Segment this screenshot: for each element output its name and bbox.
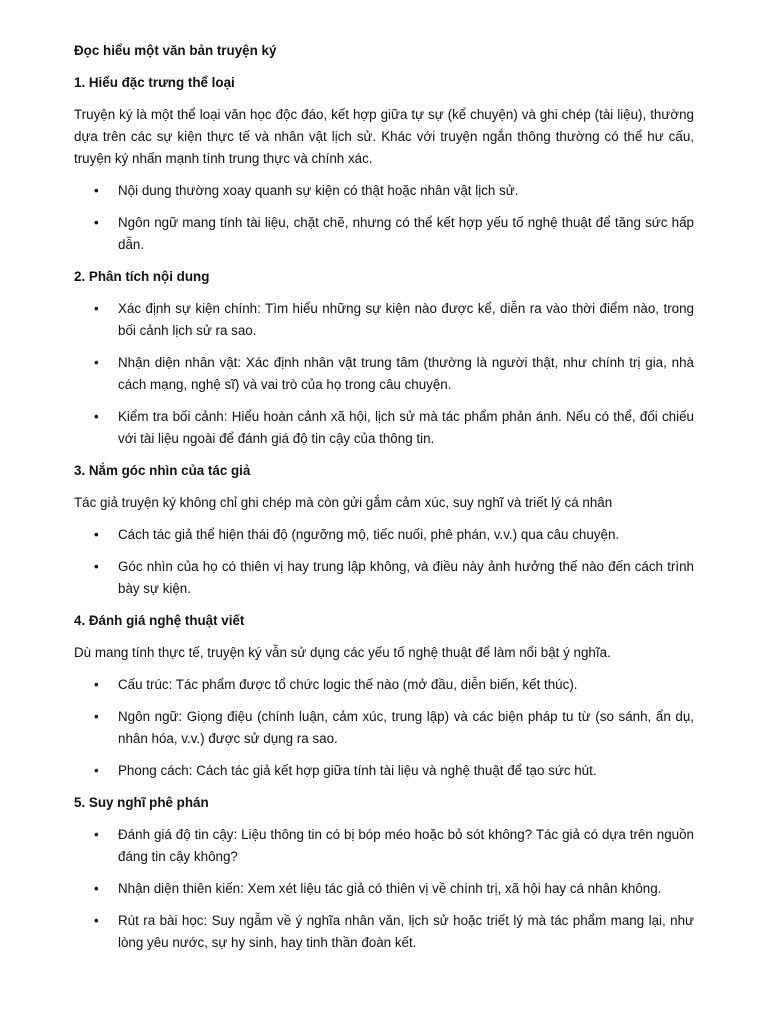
bullet-icon: • [94, 913, 99, 928]
section-heading: 2. Phân tích nội dung [74, 269, 210, 284]
list-item [74, 706, 694, 750]
bullet-icon: • [94, 827, 99, 842]
list-item-text: Rút ra bài học: Suy ngẫm về ý nghĩa nhân văn, lịch sử hoặc triết lý mà tác phẩm mang lại, như lòng yêu nước, sự hy sinh, hay tinh thần đoàn kết. [118, 913, 694, 950]
list-item-text: Xác định sự kiện chính: Tìm hiểu những sự kiện nào được kể, diễn ra vào thời điểm nào, trong bối cảnh lịch sử ra sao. [118, 301, 694, 338]
section-2 [74, 266, 694, 450]
list-item-text: Đánh giá độ tin cậy: Liệu thông tin có bị bóp méo hoặc bỏ sót không? Tác giả có dựa trên nguồn đáng tin cậy không? [118, 827, 694, 864]
bullet-icon: • [94, 527, 99, 542]
list-item-text: Nhận diện nhân vật: Xác định nhân vật trung tâm (thường là người thật, như chính trị gia, nhà cách mạng, nghệ sĩ) và vai trò của họ trong câu chuyện. [118, 355, 694, 392]
list-item [74, 910, 694, 954]
list-item [74, 674, 694, 696]
section-intro: Truyện ký là một thể loại văn học độc đáo, kết hợp giữa tự sự (kể chuyện) và ghi chép (tài liệu), thường dựa trên các sự kiện thực tế và nhân vật lịch sử. Khác với truyện ngắn thông thường có thể hư cấu, truyện ký nhấn mạnh tính trung thực và chính xác. [74, 107, 694, 166]
list-item-text: Nhận diện thiên kiến: Xem xét liệu tác giả có thiên vị về chính trị, xã hội hay cá nhân không. [118, 881, 662, 896]
list-item [74, 212, 694, 256]
bullet-icon: • [94, 409, 99, 424]
section-3 [74, 460, 694, 600]
bullet-list [74, 824, 694, 954]
section-intro: Dù mang tính thực tế, truyện ký vẫn sử dụng các yếu tố nghệ thuật để làm nổi bật ý nghĩa. [74, 645, 611, 660]
list-item-text: Góc nhìn của họ có thiên vị hay trung lập không, và điều này ảnh hưởng thế nào đến cách trình bày sự kiện. [118, 559, 694, 596]
list-item [74, 406, 694, 450]
section-1 [74, 72, 694, 256]
bullet-icon: • [94, 709, 99, 724]
list-item [74, 524, 694, 546]
bullet-icon: • [94, 355, 99, 370]
section-intro: Tác giả truyện ký không chỉ ghi chép mà còn gửi gắm cảm xúc, suy nghĩ và triết lý cá nhân [74, 495, 613, 510]
list-item-text: Ngôn ngữ mang tính tài liệu, chặt chẽ, nhưng có thể kết hợp yếu tố nghệ thuật để tăng sức hấp dẫn. [118, 215, 694, 252]
list-item-text: Cách tác giả thể hiện thái độ (ngưỡng mộ, tiếc nuối, phê phán, v.v.) qua câu chuyện. [118, 527, 620, 542]
list-item [74, 760, 694, 782]
list-item-text: Phong cách: Cách tác giả kết hợp giữa tính tài liệu và nghệ thuật để tạo sức hút. [118, 763, 597, 778]
list-item [74, 298, 694, 342]
bullet-icon: • [94, 559, 99, 574]
document-page [74, 40, 694, 964]
list-item-text: Kiểm tra bối cảnh: Hiểu hoàn cảnh xã hội, lịch sử mà tác phẩm phản ánh. Nếu có thể, đối chiếu với tài liệu ngoài để đánh giá độ tin cậy của thông tin. [118, 409, 694, 446]
section-heading: 3. Nắm góc nhìn của tác giả [74, 463, 251, 478]
bullet-icon: • [94, 677, 99, 692]
section-heading: 4. Đánh giá nghệ thuật viết [74, 613, 245, 628]
document-title: Đọc hiểu một văn bản truyện ký [74, 43, 277, 58]
list-item [74, 878, 694, 900]
bullet-icon: • [94, 183, 99, 198]
list-item [74, 352, 694, 396]
bullet-list [74, 180, 694, 256]
bullet-icon: • [94, 215, 99, 230]
section-4 [74, 610, 694, 782]
bullet-icon: • [94, 881, 99, 896]
list-item-text: Cấu trúc: Tác phẩm được tổ chức logic thế nào (mở đầu, diễn biến, kết thúc). [118, 677, 578, 692]
list-item [74, 180, 694, 202]
list-item-text: Ngôn ngữ: Giọng điệu (chính luận, cảm xúc, trung lập) và các biện pháp tu từ (so sánh, ẩn dụ, nhân hóa, v.v.) được sử dụng ra sao. [118, 709, 694, 746]
section-5 [74, 792, 694, 954]
bullet-list [74, 674, 694, 782]
bullet-list [74, 524, 694, 600]
bullet-icon: • [94, 763, 99, 778]
section-heading: 5. Suy nghĩ phê phán [74, 795, 209, 810]
bullet-icon: • [94, 301, 99, 316]
bullet-list [74, 298, 694, 450]
list-item [74, 824, 694, 868]
list-item [74, 556, 694, 600]
list-item-text: Nội dung thường xoay quanh sự kiện có thật hoặc nhân vật lịch sử. [118, 183, 519, 198]
section-heading: 1. Hiểu đặc trưng thể loại [74, 75, 235, 90]
